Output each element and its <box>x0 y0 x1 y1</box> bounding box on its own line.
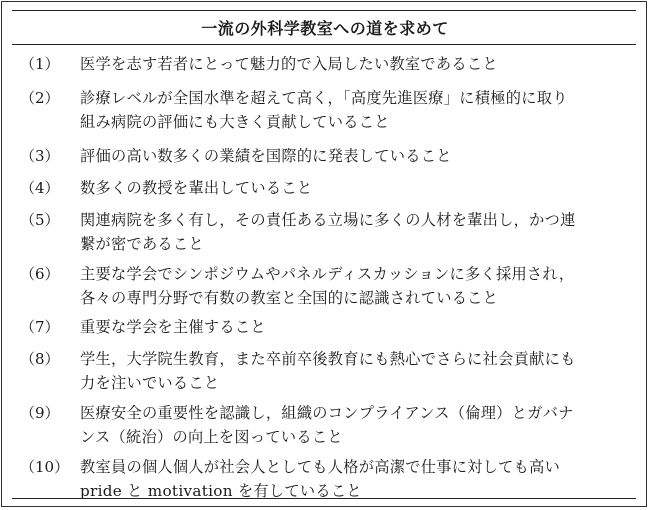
item-text: 学生，大学院生教育，また卒前卒後教育にも熱心でさらに社会貢献にも <box>80 350 576 368</box>
item-text: 評価の高い数多くの業績を国際的に発表していること <box>80 147 452 165</box>
item-number: （6） <box>20 265 60 283</box>
item-text: pride と motivation を有していること <box>80 482 362 500</box>
item-text: 組み病院の評価にも大きく貢献していること <box>80 113 390 131</box>
item-text: 力を注いでいること <box>80 374 220 392</box>
item-text: 関連病院を多く有し，その責任ある立場に多くの人材を輩出し，かつ連 <box>80 211 576 229</box>
item-text: 主要な学会でシンポジウムやパネルディスカッションに多く採用され， <box>80 265 575 283</box>
item-number: （9） <box>20 404 60 422</box>
item-text: ンス（統治）の向上を図っていること <box>80 428 343 446</box>
bottom-rule <box>12 498 636 499</box>
title-rule <box>12 44 636 45</box>
item-number: （10） <box>20 458 70 476</box>
top-rule <box>12 10 636 11</box>
item-number: （1） <box>20 55 60 73</box>
item-number: （2） <box>20 89 60 107</box>
item-number: （8） <box>20 350 60 368</box>
item-number: （7） <box>20 318 60 336</box>
item-text: 医学を志す若者にとって魅力的で入局したい教室であること <box>80 55 498 73</box>
document-title: 一流の外科学教室への道を求めて <box>201 19 449 38</box>
item-text: 医療安全の重要性を認識し，組織のコンプライアンス（倫理）とガバナ <box>80 404 574 422</box>
item-text: 診療レベルが全国水準を超えて高く，「高度先進医療」に積極的に取り <box>80 89 568 107</box>
item-text: 繋が密であること <box>80 235 204 253</box>
item-number: （4） <box>20 179 60 197</box>
item-text: 教室員の個人個人が社会人としても人格が高潔で仕事に対しても高い <box>80 458 561 476</box>
item-number: （5） <box>20 211 60 229</box>
item-text: 数多くの教授を輩出していること <box>80 179 313 197</box>
item-number: （3） <box>20 147 60 165</box>
item-text: 重要な学会を主催すること <box>80 318 266 336</box>
item-text: 各々の専門分野で有数の教室と全国的に認識されていること <box>80 289 499 307</box>
